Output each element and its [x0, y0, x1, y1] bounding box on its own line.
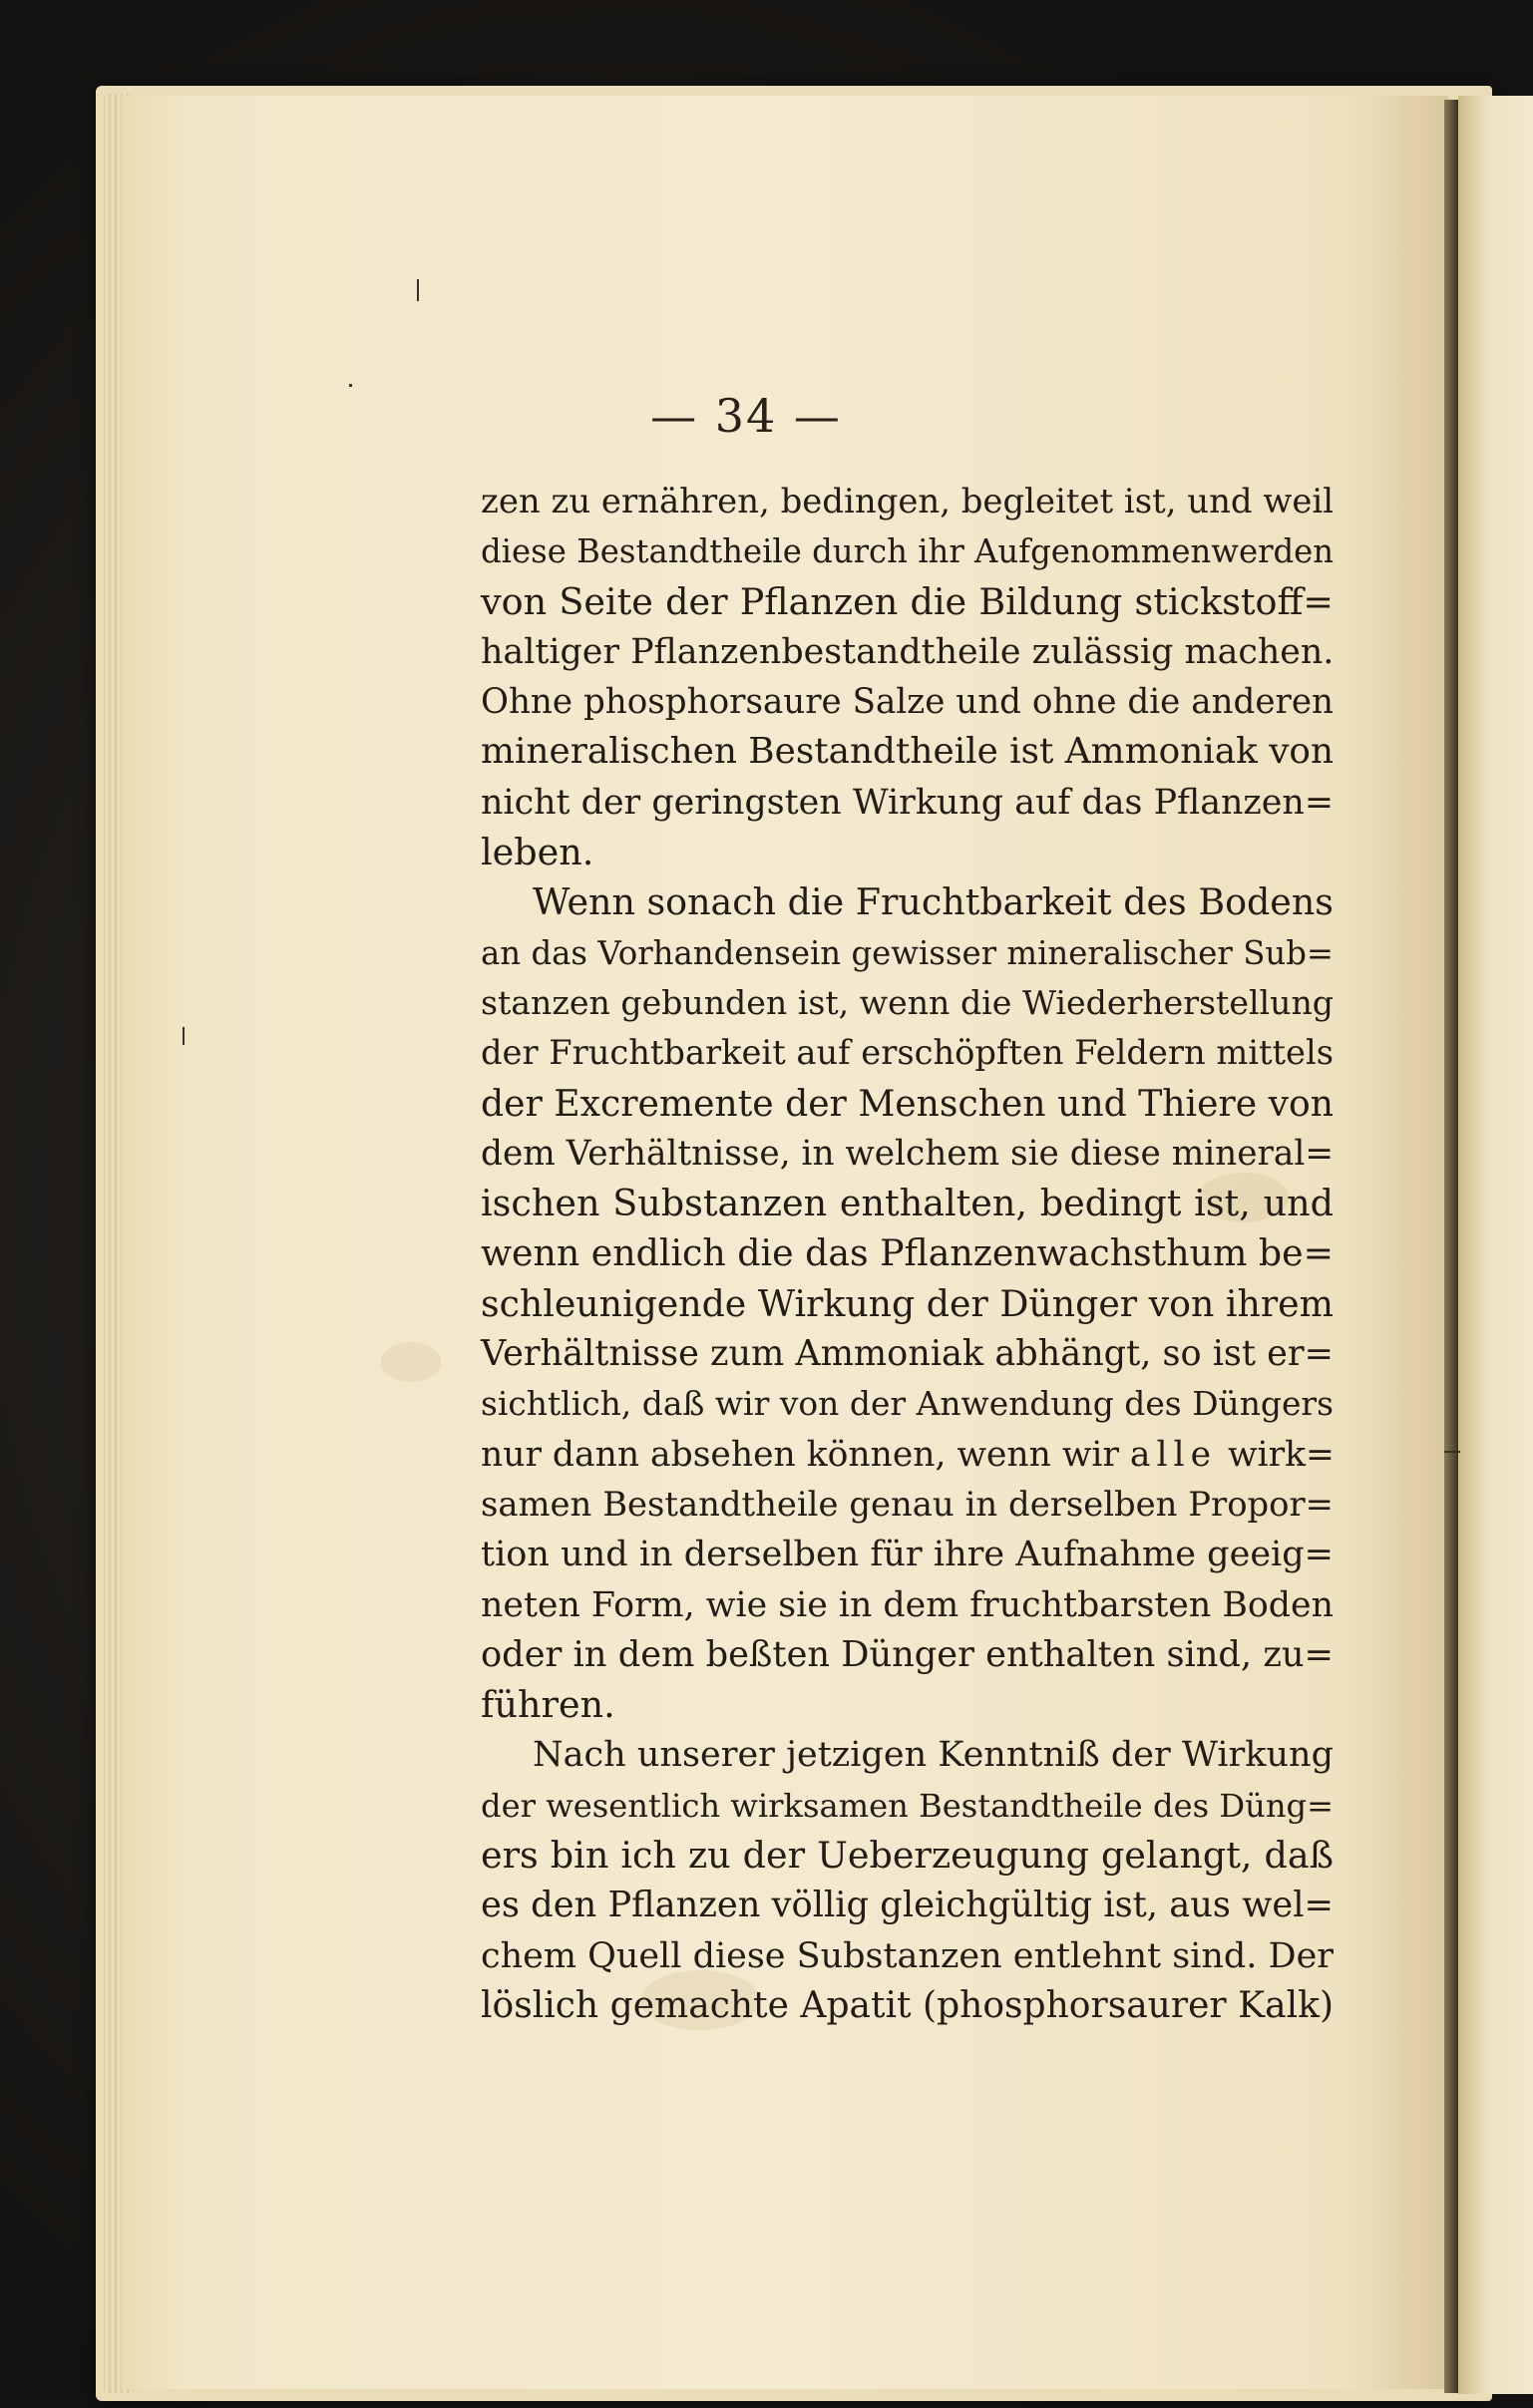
- text-line: nicht der geringsten Wirkung auf das Pflanzen=: [481, 782, 1334, 823]
- text-line: der Fruchtbarkeit auf erschöpften Feldern mittels: [481, 1033, 1334, 1073]
- text-line: diese Bestandtheile durch ihr Aufgenommenwerden: [481, 532, 1335, 571]
- text-line: schleunigende Wirkung der Dünger von ihrem: [481, 1281, 1334, 1325]
- emphasized-word: alle: [1129, 1434, 1218, 1475]
- text-line: haltiger Pflanzenbestandtheile zulässig machen.: [481, 631, 1335, 672]
- text-line: wenn endlich die das Pflanzenwachsthum be=: [481, 1231, 1335, 1275]
- page-number: — 34 —: [650, 389, 842, 443]
- paper-mark: [183, 1027, 185, 1045]
- text-line: es den Pflanzen völlig gleichgültig ist, aus wel=: [481, 1885, 1334, 1926]
- body-text: [481, 477, 1334, 2031]
- text-line: [481, 1430, 1334, 1480]
- text-line: an das Vorhandensein gewisser mineralischer Sub=: [481, 933, 1334, 972]
- foxing-spot: [381, 1342, 441, 1382]
- text-line: der wesentlich wirksamen Bestandtheile des Düng=: [481, 1786, 1334, 1825]
- text-line: zen zu ernähren, bedingen, begleitet ist, und weil: [481, 482, 1335, 520]
- text-line: der Excremente der Menschen und Thiere von: [481, 1081, 1334, 1125]
- text-line: sichtlich, daß wir von der Anwendung des Düngers: [481, 1384, 1334, 1424]
- text-line: neten Form, wie sie in dem fruchtbarsten Boden: [481, 1584, 1334, 1625]
- text-line: Wenn sonach die Fruchtbarkeit des Bodens: [533, 880, 1334, 924]
- paper-mark: [349, 384, 352, 387]
- page-gutter: [1444, 100, 1458, 2393]
- text-line: dem Verhältnisse, in welchem sie diese mineral=: [481, 1133, 1335, 1174]
- text-line: ers bin ich zu der Ueberzeugung gelangt, daß: [481, 1834, 1334, 1878]
- text-line: führen.: [481, 1683, 615, 1727]
- text-line: Nach unserer jetzigen Kenntniß der Wirkung: [533, 1734, 1334, 1776]
- text-line: ischen Substanzen enthalten, bedingt ist, und: [481, 1182, 1334, 1225]
- text-line: stanzen gebunden ist, wenn die Wiederherstellung: [481, 982, 1334, 1022]
- text-line: Verhältnisse zum Ammoniak abhängt, so ist er=: [481, 1333, 1334, 1375]
- text-line: samen Bestandtheile genau in derselben Propor=: [481, 1484, 1334, 1524]
- text-line: leben.: [481, 831, 594, 874]
- facing-page-edge: [1458, 96, 1533, 2394]
- paper-mark: [417, 279, 419, 301]
- text-line: mineralischen Bestandtheile ist Ammoniak von: [481, 731, 1335, 773]
- text-segment: wirk=: [1217, 1434, 1335, 1475]
- text-line: Ohne phosphorsaure Salze und ohne die anderen: [481, 682, 1334, 723]
- text-line: tion und in derselben für ihre Aufnahme geeig=: [481, 1534, 1334, 1575]
- paper-mark: [1444, 1451, 1460, 1453]
- text-line: chem Quell diese Substanzen entlehnt sind. Der: [481, 1935, 1334, 1976]
- text-line: von Seite der Pflanzen die Bildung stickstoff=: [481, 579, 1334, 623]
- text-line: oder in dem beßten Dünger enthalten sind, zu=: [481, 1633, 1334, 1675]
- text-segment: nur dann absehen können, wenn wir: [481, 1434, 1130, 1475]
- text-line: löslich gemachte Apatit (phosphorsaurer Kalk): [481, 1984, 1334, 2026]
